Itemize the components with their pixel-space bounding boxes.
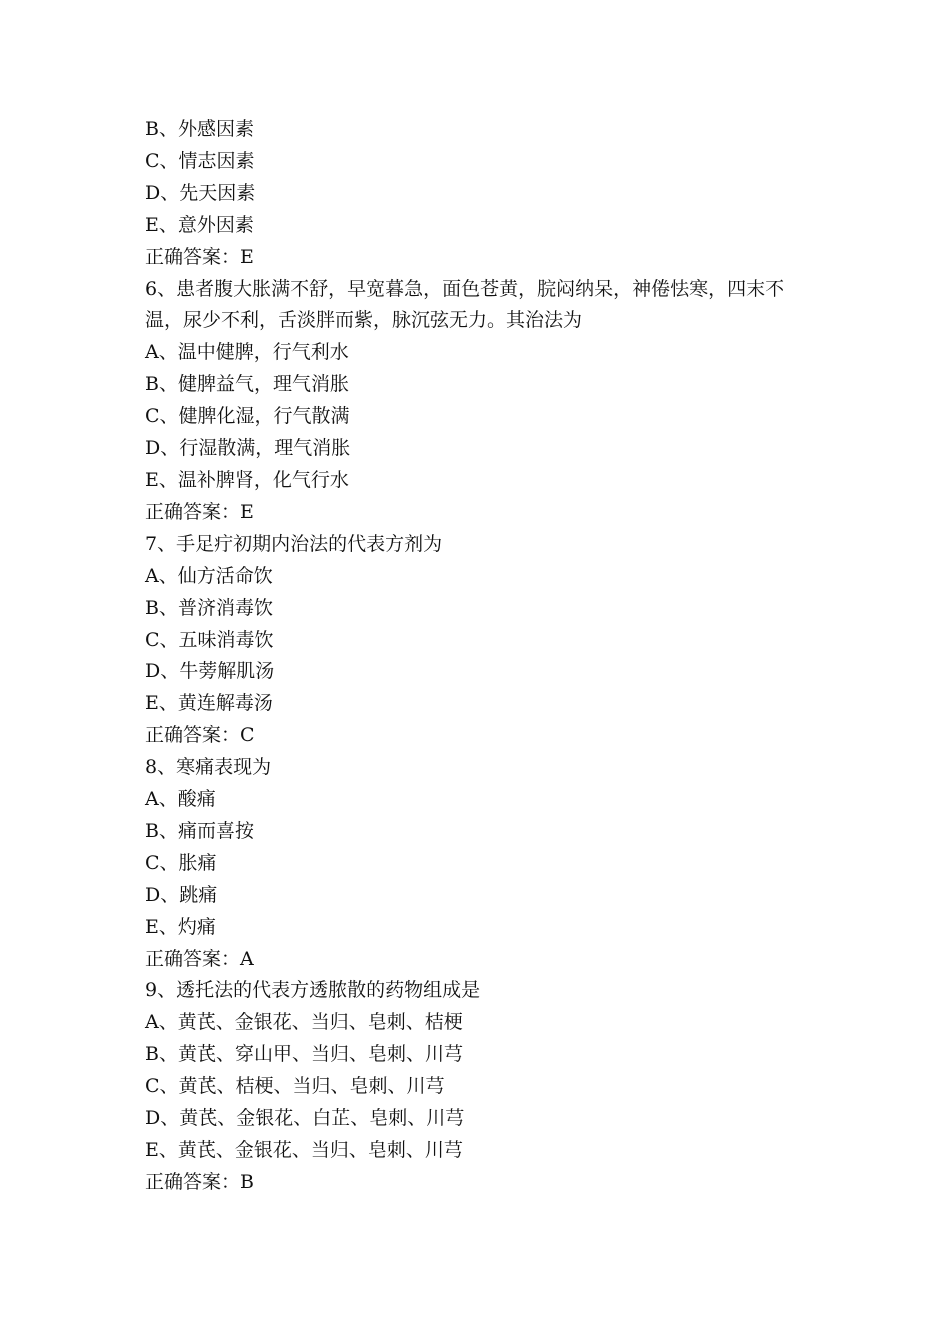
question-stem: 7、手足疔初期内治法的代表方剂为: [145, 532, 443, 555]
option-c: C、健脾化湿，行气散满: [145, 405, 350, 428]
option-a: A、酸痛: [145, 788, 216, 811]
option-c: C、五味消毒饮: [145, 628, 274, 651]
question-9: [145, 975, 815, 1198]
question-6: [145, 274, 815, 529]
answer: 正确答案：A: [145, 947, 254, 970]
answer: 正确答案：B: [145, 1170, 254, 1193]
option-e: E、黄连解毒汤: [145, 692, 273, 715]
option-c: C、情志因素: [145, 149, 255, 172]
option-d: D、跳痛: [145, 883, 218, 906]
option-e: E、黄芪、金银花、当归、皂刺、川芎: [145, 1139, 463, 1161]
option-b: B、普济消毒饮: [145, 596, 273, 619]
option-b: B、痛而喜按: [145, 819, 254, 842]
answer: 正确答案：E: [145, 245, 254, 268]
question-stem: 9、透托法的代表方透脓散的药物组成是: [145, 979, 481, 1002]
option-d: D、黄芪、金银花、白芷、皂刺、川芎: [145, 1107, 465, 1130]
question-5: [145, 114, 815, 274]
option-d: D、先天因素: [145, 181, 256, 204]
option-a: A、温中健脾，行气利水: [145, 341, 349, 364]
option-e: E、意外因素: [145, 213, 254, 236]
answer: 正确答案：E: [145, 500, 254, 523]
option-e: E、温补脾肾，化气行水: [145, 468, 349, 491]
option-b: B、外感因素: [145, 118, 254, 140]
answer: 正确答案：C: [145, 724, 255, 747]
option-a: A、黄芪、金银花、当归、皂刺、桔梗: [145, 1011, 463, 1034]
question-stem: 6、患者腹大胀满不舒，早宽暮急，面色苍黄，脘闷纳呆，神倦怯寒，四末不温，尿少不利，舌淡胖而紫，脉沉弦无力。其治法为: [145, 277, 785, 332]
option-a: A、仙方活命饮: [145, 564, 273, 587]
option-d: D、牛蒡解肌汤: [145, 660, 275, 683]
option-b: B、健脾益气，理气消胀: [145, 373, 349, 396]
question-8: [145, 752, 815, 975]
option-e: E、灼痛: [145, 915, 216, 938]
question-7: [145, 529, 815, 752]
question-stem: 8、寒痛表现为: [145, 756, 272, 779]
question-list: [145, 114, 815, 1199]
option-b: B、黄芪、穿山甲、当归、皂刺、川芎: [145, 1043, 463, 1066]
option-c: C、黄芪、桔梗、当归、皂刺、川芎: [145, 1075, 445, 1098]
option-c: C、胀痛: [145, 851, 217, 874]
option-d: D、行湿散满，理气消胀: [145, 437, 351, 460]
